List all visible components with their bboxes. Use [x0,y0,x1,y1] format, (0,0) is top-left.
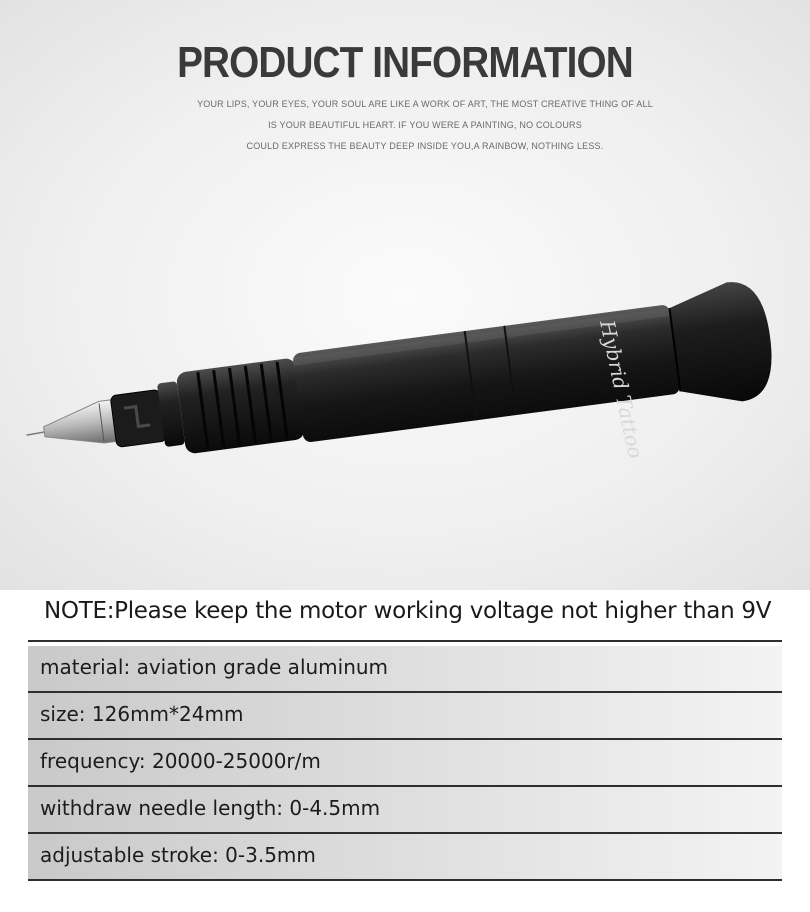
divider [28,640,782,642]
divider [28,879,782,881]
spec-label: size: [40,702,86,726]
spec-value: 20000-25000r/m [151,749,321,773]
spec-value: 0-3.5mm [225,843,316,867]
spec-value: 126mm*24mm [91,702,244,726]
spec-label: adjustable stroke: [40,843,219,867]
tagline-line-2: IS YOUR BEAUTIFUL HEART. IF YOU WERE A PAINTING, NO COLOURS [268,120,582,130]
spec-label: material: [40,655,131,679]
voltage-note: NOTE:Please keep the motor working voltage not higher than 9V [44,598,772,624]
pen-engraving: Hybrid Tattoo [595,318,648,461]
spec-row-frequency [28,740,782,785]
tagline-line-1: YOUR LIPS, YOUR EYES, YOUR SOUL ARE LIKE A WORK OF ART, THE MOST CREATIVE THING OF ALL [197,99,653,109]
spec-row-size [28,693,782,738]
spec-label: frequency: [40,749,146,773]
spec-row-stroke [28,834,782,879]
spec-row-material [28,646,782,691]
tagline-line-3: COULD EXPRESS THE BEAUTY DEEP INSIDE YOU,A RAINBOW, NOTHING LESS. [246,141,604,151]
spec-value: 0-4.5mm [289,796,381,820]
spec-value: aviation grade aluminum [136,655,389,679]
spec-row-needle-length [28,787,782,832]
spec-label: withdraw needle length: [40,796,284,820]
page-title: PRODUCT INFORMATION [177,38,633,87]
